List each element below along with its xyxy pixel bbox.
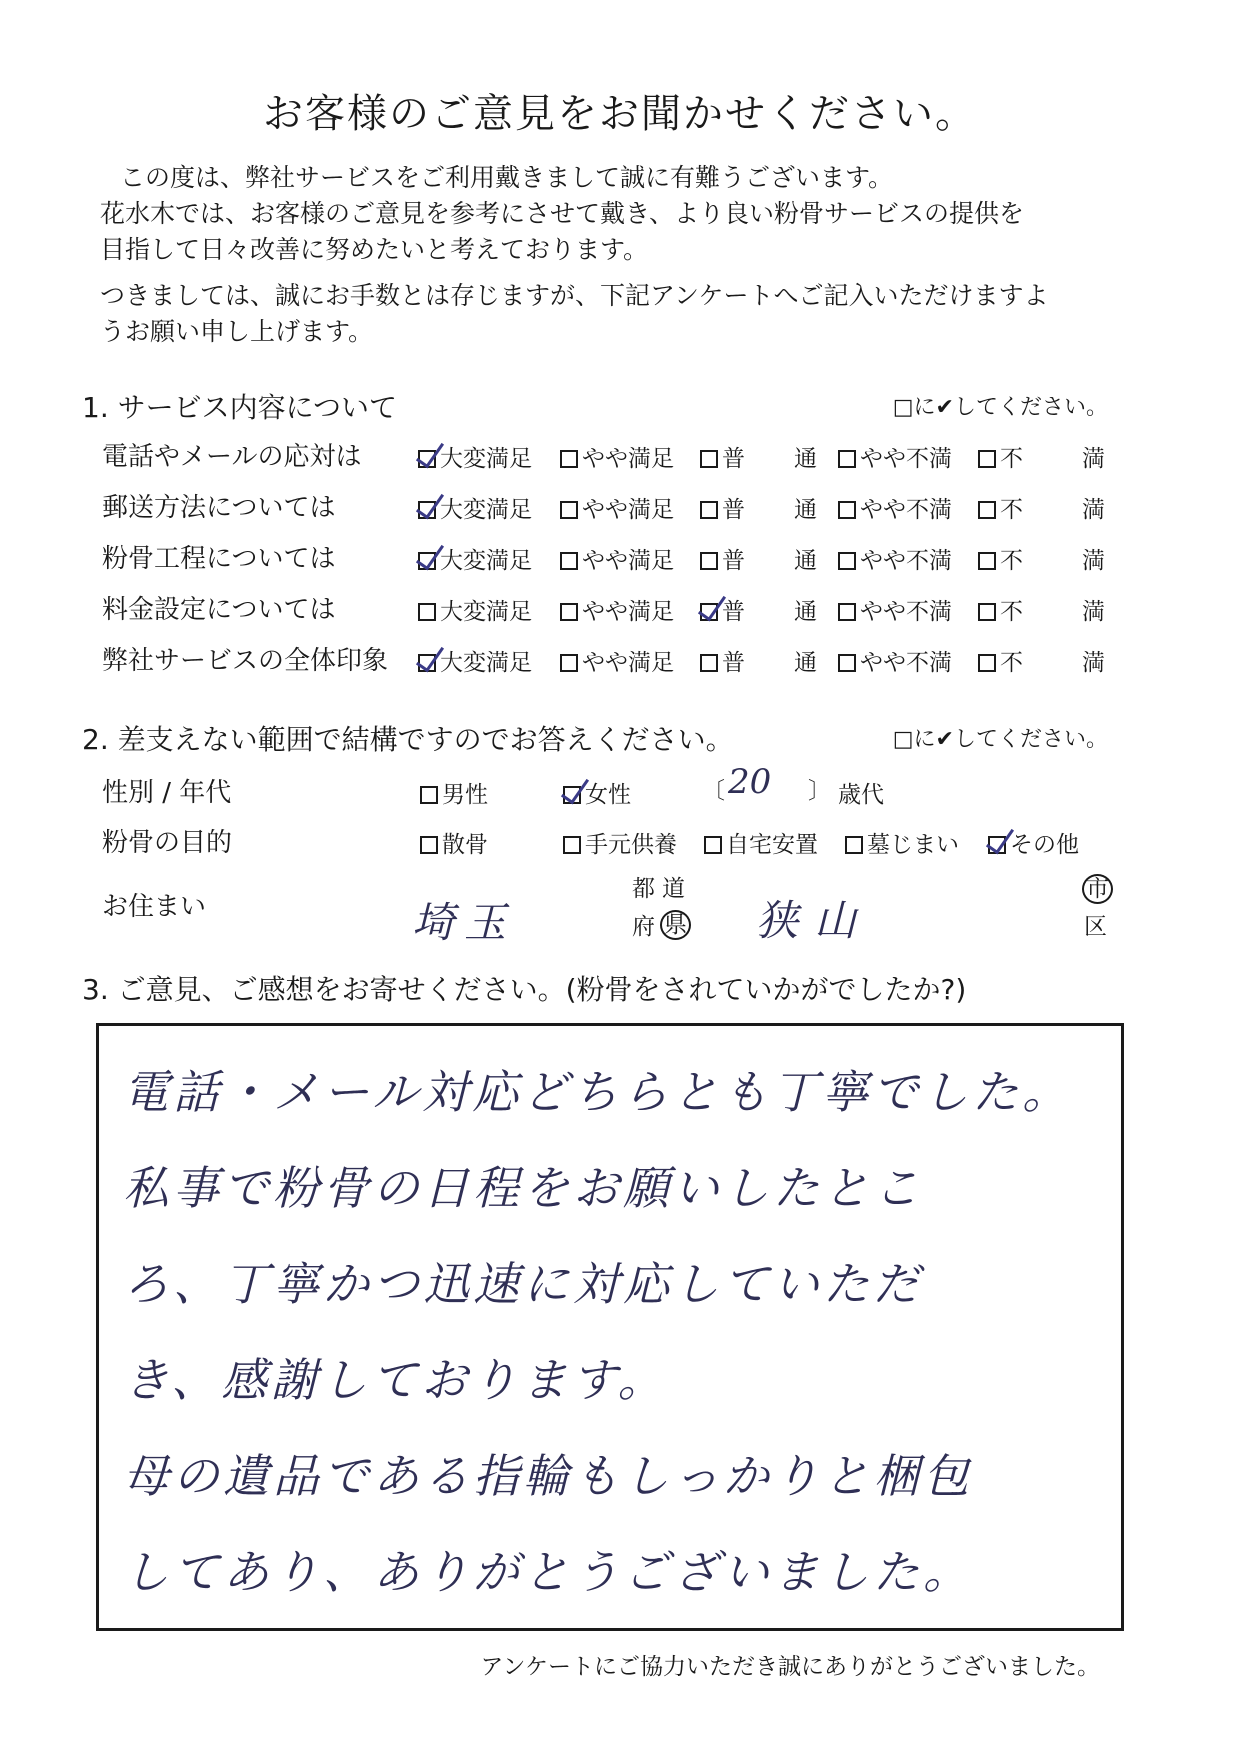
rating-option — [794, 593, 817, 626]
purpose-option-label: 自宅安置 — [726, 832, 818, 858]
rating-option[interactable] — [838, 593, 952, 626]
rating-option — [794, 440, 817, 473]
rating-option[interactable] — [418, 542, 532, 575]
section2-hint: □に✔してください。 — [892, 727, 1108, 752]
pref-ken: 県 — [660, 906, 691, 939]
intro-line-4: つきましては、誠にお手数とは存じますが、下記アンケートへご記入いただけますよ — [100, 281, 1049, 310]
rating-checkbox[interactable] — [560, 552, 578, 570]
rating-checkbox[interactable] — [978, 552, 996, 570]
pref-to: 都 — [632, 876, 655, 902]
rating-option[interactable] — [700, 542, 745, 575]
rating-option[interactable] — [978, 491, 1023, 524]
intro-line-2: 花水木では、お客様のご意見を参考にさせて戴き、より良い粉骨サービスの提供を — [100, 199, 1025, 228]
rating-option-label: 満 — [1082, 548, 1105, 574]
rating-option-label: 満 — [1082, 446, 1105, 472]
rating-option[interactable] — [560, 440, 674, 473]
rating-checkbox[interactable] — [700, 603, 718, 621]
section1-hint: □に✔してください。 — [892, 395, 1108, 420]
rating-checkbox[interactable] — [978, 501, 996, 519]
rating-option-label: 通 — [794, 446, 817, 472]
age-suffix: 歳代 — [838, 782, 884, 808]
rating-option-label: 通 — [794, 497, 817, 523]
address-label: お住まい — [102, 892, 207, 922]
rating-option[interactable] — [418, 440, 532, 473]
section1-heading: 1. サービス内容について — [82, 391, 398, 424]
rating-checkbox[interactable] — [838, 552, 856, 570]
city-shi: 市 — [1082, 870, 1113, 903]
section3-heading: 3. ご意見、ご感想をお寄せください。(粉骨をされていかがでしたか?) — [82, 973, 967, 1006]
rating-option-label: やや不満 — [860, 599, 952, 625]
pref-do: 道 — [662, 876, 685, 902]
rating-checkbox[interactable] — [560, 603, 578, 621]
rating-option-label: やや不満 — [860, 497, 952, 523]
rating-option-label: やや満足 — [582, 497, 674, 523]
rating-option[interactable] — [560, 491, 674, 524]
rating-option[interactable] — [978, 542, 1023, 575]
comment-text — [123, 1044, 1101, 1620]
rating-option[interactable] — [700, 491, 745, 524]
rating-option — [794, 491, 817, 524]
comment-line-4: き、感謝しております。 — [123, 1353, 668, 1407]
age-value[interactable]: 20 — [728, 762, 772, 802]
rating-option-label: 不 — [1000, 446, 1023, 472]
rating-option — [1082, 491, 1105, 524]
rating-option-label: 普 — [722, 650, 745, 676]
rating-checkbox[interactable] — [560, 450, 578, 468]
rating-option[interactable] — [700, 440, 745, 473]
purpose-option[interactable] — [988, 826, 1079, 859]
rating-option[interactable] — [418, 593, 532, 626]
purpose-option-label: 手元供養 — [585, 832, 677, 858]
rating-checkbox[interactable] — [700, 654, 718, 672]
rating-option — [1082, 440, 1105, 473]
rating-option[interactable] — [560, 542, 674, 575]
rating-checkbox[interactable] — [978, 603, 996, 621]
rating-option — [794, 644, 817, 677]
rating-option-label: 普 — [722, 548, 745, 574]
comment-line-1: 電話・メール対応どちらとも丁寧でした。 — [123, 1065, 1073, 1119]
purpose-option[interactable] — [563, 826, 677, 859]
rating-checkbox[interactable] — [418, 450, 436, 468]
rating-checkbox[interactable] — [418, 654, 436, 672]
rating-option-label: 満 — [1082, 650, 1105, 676]
purpose-option-label: 散骨 — [442, 832, 488, 858]
city-ku: 区 — [1084, 914, 1107, 940]
rating-option-label: 大変満足 — [440, 650, 532, 676]
rating-checkbox[interactable] — [418, 552, 436, 570]
comment-box[interactable] — [96, 1023, 1124, 1631]
rating-option[interactable] — [700, 593, 745, 626]
age-bracket-open: 〔 — [702, 778, 725, 804]
rating-option — [1082, 593, 1105, 626]
rating-option-label: やや不満 — [860, 650, 952, 676]
page-title: お客様のご意見をお聞かせください。 — [263, 91, 977, 137]
purpose-option[interactable] — [845, 826, 959, 859]
rating-option[interactable] — [700, 644, 745, 677]
question-label: 弊社サービスの全体印象 — [102, 646, 389, 676]
rating-option-label: 普 — [722, 599, 745, 625]
purpose-label: 粉骨の目的 — [102, 828, 233, 858]
footer-thanks: アンケートにご協力いただき誠にありがとうございました。 — [480, 1654, 1100, 1680]
rating-option[interactable] — [978, 440, 1023, 473]
rating-option-label: やや不満 — [860, 548, 952, 574]
rating-option[interactable] — [838, 542, 952, 575]
rating-option-label: 大変満足 — [440, 497, 532, 523]
rating-option[interactable] — [838, 644, 952, 677]
rating-checkbox[interactable] — [700, 552, 718, 570]
comment-line-5: 母の遺品である指輪もしっかりと梱包 — [123, 1449, 973, 1503]
comment-line-6: してあり、ありがとうございました。 — [123, 1545, 973, 1599]
rating-option-label: やや満足 — [582, 650, 674, 676]
rating-option-label: 普 — [722, 497, 745, 523]
question-label: 粉骨工程については — [102, 544, 336, 574]
rating-checkbox[interactable] — [838, 450, 856, 468]
checkbox-female[interactable] — [563, 786, 581, 804]
rating-option-label: 不 — [1000, 548, 1023, 574]
rating-option[interactable] — [418, 491, 532, 524]
rating-checkbox[interactable] — [700, 501, 718, 519]
option-female[interactable]: 女性 — [563, 776, 631, 809]
purpose-option-label: その他 — [1010, 832, 1079, 858]
rating-option-label: 満 — [1082, 497, 1105, 523]
checkbox-male[interactable] — [420, 786, 438, 804]
comment-line-2: 私事で粉骨の日程をお願いしたとこ — [123, 1161, 923, 1215]
rating-option — [1082, 542, 1105, 575]
rating-checkbox[interactable] — [418, 501, 436, 519]
gender-age-label: 性別 / 年代 — [102, 778, 232, 808]
rating-option-label: やや不満 — [860, 446, 952, 472]
rating-option[interactable] — [838, 440, 952, 473]
rating-option-label: やや満足 — [582, 548, 674, 574]
rating-checkbox[interactable] — [560, 654, 578, 672]
rating-option — [1082, 644, 1105, 677]
intro-line-1: この度は、弊社サービスをご利用戴きまして誠に有難うございます。 — [120, 163, 894, 192]
option-male[interactable]: 男性 — [420, 776, 488, 809]
rating-option[interactable] — [978, 593, 1023, 626]
rating-option[interactable] — [838, 491, 952, 524]
intro-line-5: うお願い申し上げます。 — [100, 317, 374, 346]
rating-option-label: 通 — [794, 650, 817, 676]
rating-option-label: 不 — [1000, 650, 1023, 676]
age-bracket-close: 〕 — [808, 778, 831, 804]
rating-option — [794, 542, 817, 575]
question-label: 料金設定については — [102, 595, 336, 625]
rating-checkbox[interactable] — [978, 654, 996, 672]
purpose-option-label: 墓じまい — [867, 832, 959, 858]
rating-checkbox[interactable] — [838, 654, 856, 672]
rating-option-label: 通 — [794, 548, 817, 574]
rating-option-label: 不 — [1000, 599, 1023, 625]
rating-checkbox[interactable] — [560, 501, 578, 519]
comment-line-3: ろ、丁寧かつ迅速に対応していただ — [123, 1257, 923, 1311]
purpose-checkbox[interactable] — [420, 836, 438, 854]
rating-checkbox[interactable] — [418, 603, 436, 621]
rating-option-label: 大変満足 — [440, 446, 532, 472]
rating-option-label: 大変満足 — [440, 599, 532, 625]
question-label: 電話やメールの応対は — [102, 442, 362, 472]
purpose-checkbox[interactable] — [845, 836, 863, 854]
rating-option-label: 大変満足 — [440, 548, 532, 574]
purpose-checkbox[interactable] — [563, 836, 581, 854]
rating-checkbox[interactable] — [978, 450, 996, 468]
rating-option-label: やや満足 — [582, 599, 674, 625]
purpose-checkbox[interactable] — [704, 836, 722, 854]
rating-checkbox[interactable] — [700, 450, 718, 468]
city-value[interactable]: 狭山 — [756, 896, 873, 945]
rating-checkbox[interactable] — [838, 603, 856, 621]
question-label: 郵送方法については — [102, 493, 336, 523]
rating-option-label: 通 — [794, 599, 817, 625]
purpose-option[interactable] — [420, 826, 488, 859]
purpose-option[interactable] — [704, 826, 818, 859]
rating-option-label: 満 — [1082, 599, 1105, 625]
rating-checkbox[interactable] — [838, 501, 856, 519]
prefecture-value[interactable]: 埼玉 — [412, 898, 517, 947]
rating-option-label: 普 — [722, 446, 745, 472]
rating-option[interactable] — [978, 644, 1023, 677]
intro-line-3: 目指して日々改善に努めたいと考えております。 — [100, 235, 649, 264]
rating-option[interactable] — [560, 593, 674, 626]
pref-fu: 府 — [632, 914, 655, 940]
rating-option[interactable] — [560, 644, 674, 677]
purpose-checkbox[interactable] — [988, 836, 1006, 854]
rating-option-label: やや満足 — [582, 446, 674, 472]
section2-heading: 2. 差支えない範囲で結構ですのでお答えください。 — [82, 723, 734, 756]
rating-option-label: 不 — [1000, 497, 1023, 523]
rating-option[interactable] — [418, 644, 532, 677]
